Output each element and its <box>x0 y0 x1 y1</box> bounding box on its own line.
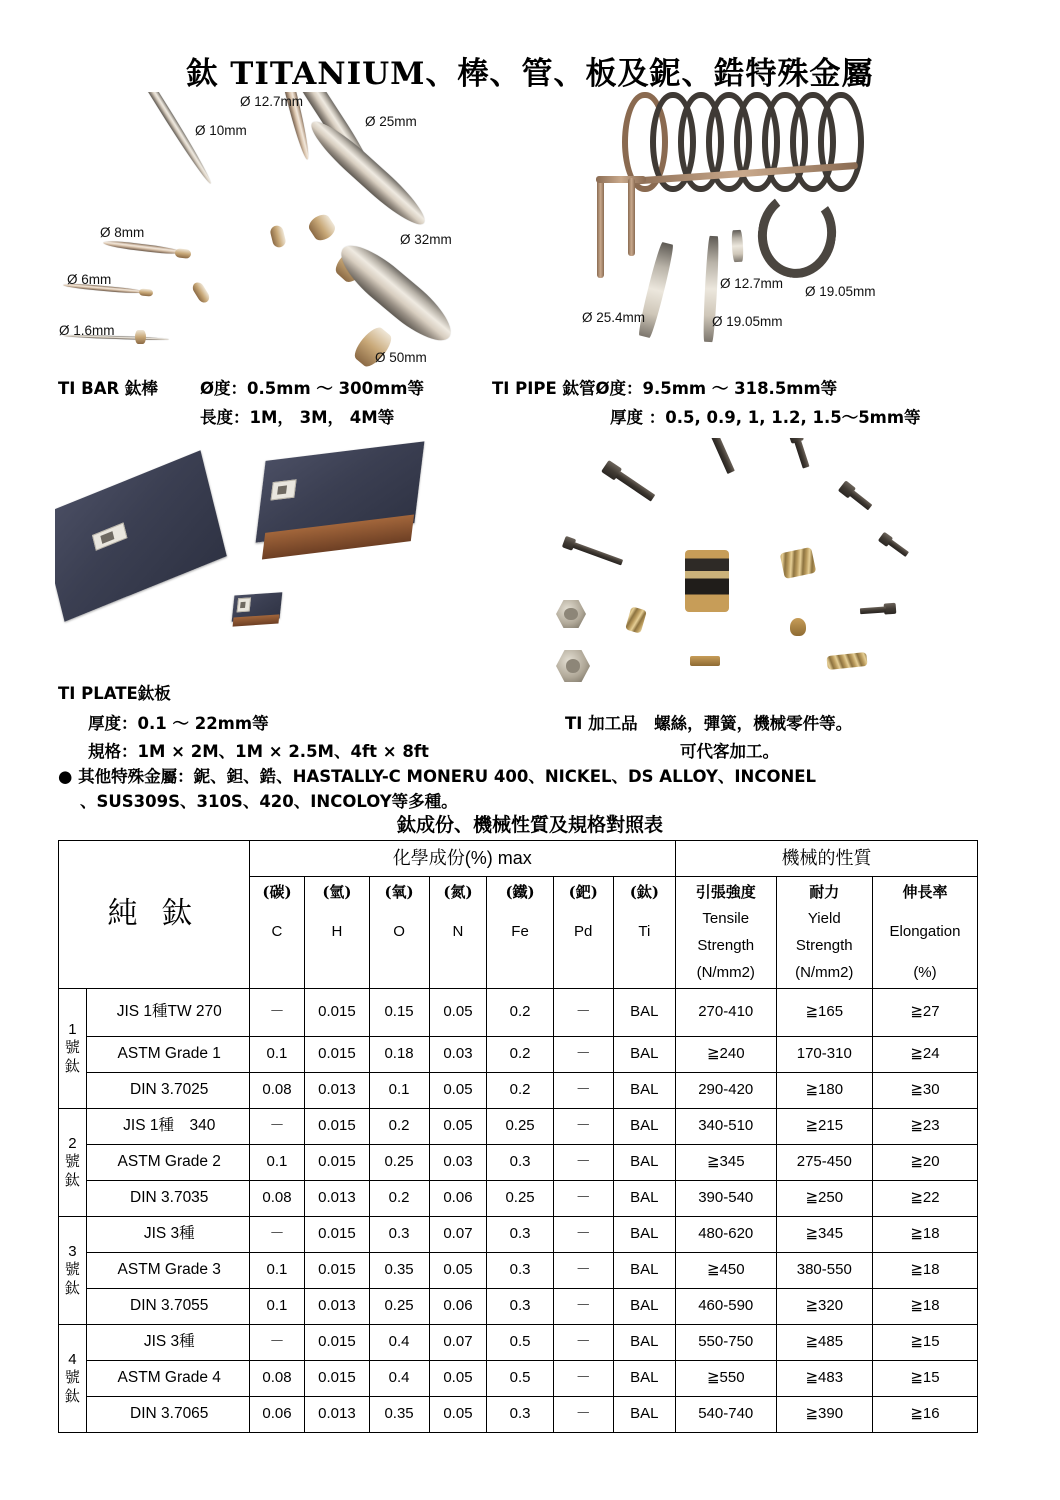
bar-tip-10mm <box>191 280 212 304</box>
nut-1 <box>556 600 586 628</box>
plate-thin-tag <box>92 522 127 550</box>
value-Ti: BAL <box>613 1289 675 1325</box>
value-H: 0.015 <box>305 1037 369 1073</box>
value-Fe: 0.3 <box>487 1253 553 1289</box>
value-Ti: BAL <box>613 1073 675 1109</box>
value-tensile-strength: 460-590 <box>675 1289 776 1325</box>
value-C: 0.06 <box>249 1397 305 1433</box>
small-part-2 <box>690 656 720 666</box>
value-C: 0.1 <box>249 1145 305 1181</box>
value-Fe: 0.3 <box>487 1397 553 1433</box>
value-C: － <box>249 1325 305 1361</box>
value-C: － <box>249 1109 305 1145</box>
table-row <box>59 1217 978 1253</box>
pipe-label-19-05mm-bend: Ø 19.05mm <box>805 284 876 299</box>
plate-small-tag <box>237 597 251 612</box>
value-N: 0.06 <box>429 1181 487 1217</box>
value-H: 0.015 <box>305 1361 369 1397</box>
value-O: 0.2 <box>369 1109 429 1145</box>
titanium-spec-table <box>58 840 978 1433</box>
value-C: 0.1 <box>249 1037 305 1073</box>
header-yield-cjk: 耐力 <box>809 882 840 901</box>
value-Fe: 0.2 <box>487 1037 553 1073</box>
spring-3 <box>625 606 647 633</box>
bar-rod-8mm <box>103 239 181 255</box>
value-N: 0.05 <box>429 989 487 1037</box>
ti-pipe-title: TI PIPE 鈦管Ø度：9.5mm ～ 318.5mm等 <box>492 379 838 398</box>
bar-label-6mm: Ø 6mm <box>67 272 112 287</box>
value-N: 0.03 <box>429 1145 487 1181</box>
standard-name: ASTM Grade 2 <box>86 1145 249 1181</box>
value-H: 0.015 <box>305 1325 369 1361</box>
value-Ti: BAL <box>613 1253 675 1289</box>
value-C: 0.08 <box>249 1181 305 1217</box>
titanium-plate-photo <box>55 432 535 682</box>
bolt-7 <box>860 603 897 616</box>
value-Ti: BAL <box>613 1361 675 1397</box>
value-Pd: － <box>553 1325 613 1361</box>
header-col-O <box>369 877 429 989</box>
value-yield-strength: ≧165 <box>776 989 872 1037</box>
value-H: 0.013 <box>305 1181 369 1217</box>
header-col-Ti-cjk: (鈦) <box>629 882 659 901</box>
table-row <box>59 1289 978 1325</box>
value-Pd: － <box>553 1217 613 1253</box>
value-yield-strength: ≧320 <box>776 1289 872 1325</box>
value-Fe: 0.25 <box>487 1181 553 1217</box>
value-yield-strength: ≧485 <box>776 1325 872 1361</box>
value-Ti: BAL <box>613 1397 675 1433</box>
value-elongation: ≧23 <box>872 1109 977 1145</box>
group-label-1: 1 號 鈦 <box>59 989 87 1109</box>
table-group-header-row <box>59 841 978 877</box>
header-col-C-cjk: (碳) <box>262 882 292 901</box>
value-Ti: BAL <box>613 1037 675 1073</box>
value-elongation: ≧22 <box>872 1181 977 1217</box>
table-row <box>59 989 978 1037</box>
header-col-Pd-sym: Pd <box>574 923 593 941</box>
value-O: 0.35 <box>369 1397 429 1433</box>
value-tensile-strength: ≧550 <box>675 1361 776 1397</box>
table-row <box>59 1181 978 1217</box>
value-elongation: ≧15 <box>872 1361 977 1397</box>
header-col-O-cjk: (氧) <box>384 882 414 901</box>
value-tensile-strength: 480-620 <box>675 1217 776 1253</box>
header-col-H <box>305 877 369 989</box>
value-Ti: BAL <box>613 1109 675 1145</box>
clamp-assembly <box>685 550 729 612</box>
value-Pd: － <box>553 1037 613 1073</box>
value-tensile-strength: 550-750 <box>675 1325 776 1361</box>
value-O: 0.25 <box>369 1145 429 1181</box>
bolt-3 <box>788 438 813 470</box>
group-label-2: 2 號 鈦 <box>59 1109 87 1217</box>
value-N: 0.07 <box>429 1217 487 1253</box>
header-tensile-cjk: 引張強度 <box>695 882 756 901</box>
standard-name: JIS 3種 <box>86 1325 249 1361</box>
bar-rod-50mm <box>331 234 461 352</box>
ti-bar-length: 長度：1M， 3M， 4M等 <box>200 408 395 427</box>
value-Ti: BAL <box>613 1325 675 1361</box>
bolt-2 <box>700 438 738 476</box>
value-Pd: － <box>553 1253 613 1289</box>
bolt-5 <box>878 532 910 560</box>
header-col-H-sym: H <box>331 923 343 941</box>
titanium-pipe-photo <box>560 92 1000 377</box>
value-Fe: 0.2 <box>487 989 553 1037</box>
coil-turn-8 <box>818 92 864 192</box>
coil-assembly <box>620 92 940 200</box>
value-Ti: BAL <box>613 989 675 1037</box>
standard-name: ASTM Grade 3 <box>86 1253 249 1289</box>
value-O: 0.4 <box>369 1361 429 1397</box>
small-part-1 <box>790 618 806 636</box>
value-C: 0.1 <box>249 1253 305 1289</box>
ti-bar-title: TI BAR 鈦棒 <box>58 379 158 398</box>
header-elongation-l2: Elongation <box>889 923 961 941</box>
header-chemical-composition: 化學成份(%) max <box>249 841 675 877</box>
header-tensile-l1: Tensile <box>702 909 750 927</box>
header-col-Fe-cjk: (鐵) <box>505 882 535 901</box>
bar-tip-25mm <box>306 211 338 244</box>
plate-thick-tag <box>271 479 297 500</box>
table-corner-label: 純 鈦 <box>59 841 250 989</box>
header-col-N-cjk: (氮) <box>443 882 473 901</box>
value-O: 0.3 <box>369 1217 429 1253</box>
value-Fe: 0.25 <box>487 1109 553 1145</box>
ti-bar-diameter: Ø度：0.5mm ～ 300mm等 <box>200 379 424 398</box>
bar-label-8mm: Ø 8mm <box>100 225 145 240</box>
value-N: 0.06 <box>429 1289 487 1325</box>
header-col-C-sym: C <box>271 923 283 941</box>
standard-name: JIS 3種 <box>86 1217 249 1253</box>
coil-leg-left <box>597 180 604 278</box>
value-yield-strength: ≧483 <box>776 1361 872 1397</box>
bar-tip-8mm <box>175 248 192 259</box>
value-Pd: － <box>553 989 613 1037</box>
spring-2 <box>826 652 867 670</box>
bar-tip-1-6mm <box>135 330 146 344</box>
standard-name: DIN 3.7025 <box>86 1073 249 1109</box>
value-Fe: 0.2 <box>487 1073 553 1109</box>
value-H: 0.015 <box>305 1109 369 1145</box>
pipe-label-19-05mm: Ø 19.05mm <box>712 314 783 329</box>
header-tensile-l2: Strength <box>697 936 755 954</box>
header-elongation-l3: (%) <box>913 964 937 982</box>
value-elongation: ≧18 <box>872 1289 977 1325</box>
header-col-Fe-sym: Fe <box>511 923 529 941</box>
header-col-H-cjk: (氫) <box>322 882 352 901</box>
value-Pd: － <box>553 1397 613 1433</box>
titanium-parts-photo <box>530 438 990 688</box>
bar-label-10mm: Ø 10mm <box>195 123 247 138</box>
value-Pd: － <box>553 1109 613 1145</box>
header-col-Ti-sym: Ti <box>638 923 651 941</box>
value-O: 0.4 <box>369 1325 429 1361</box>
header-col-N-sym: N <box>452 923 464 941</box>
ti-parts-note: 可代客加工。 <box>680 742 779 761</box>
value-tensile-strength: 270-410 <box>675 989 776 1037</box>
header-tensile-l3: (N/mm2) <box>696 964 755 982</box>
table-row <box>59 1145 978 1181</box>
value-elongation: ≧20 <box>872 1145 977 1181</box>
other-metals-line1: ● 其他特殊金屬：鈮、鉭、鋯、HASTALLY-C MONERU 400、NICKEL、DS ALLOY、INCONEL <box>58 767 817 786</box>
value-N: 0.05 <box>429 1109 487 1145</box>
value-H: 0.015 <box>305 1253 369 1289</box>
bar-tip-12-7mm <box>269 224 287 248</box>
value-O: 0.35 <box>369 1253 429 1289</box>
header-yield-l2: Strength <box>795 936 853 954</box>
value-Fe: 0.5 <box>487 1361 553 1397</box>
table-title: 鈦成份、機械性質及規格對照表 <box>396 814 663 836</box>
value-elongation: ≧18 <box>872 1217 977 1253</box>
ti-parts-title: TI 加工品 螺絲，彈簧，機械零件等。 <box>565 714 853 733</box>
value-N: 0.05 <box>429 1073 487 1109</box>
value-O: 0.1 <box>369 1073 429 1109</box>
coil-leg-left-top <box>596 176 646 183</box>
value-C: － <box>249 989 305 1037</box>
value-H: 0.013 <box>305 1073 369 1109</box>
group-label-4: 4 號 鈦 <box>59 1325 87 1433</box>
table-row <box>59 1325 978 1361</box>
value-yield-strength: ≧390 <box>776 1397 872 1433</box>
value-C: － <box>249 1217 305 1253</box>
value-Ti: BAL <box>613 1217 675 1253</box>
standard-name: DIN 3.7035 <box>86 1181 249 1217</box>
value-tensile-strength: 390-540 <box>675 1181 776 1217</box>
value-tensile-strength: ≧345 <box>675 1145 776 1181</box>
pipe-label-12-7mm: Ø 12.7mm <box>720 276 784 291</box>
spring-1 <box>780 547 817 579</box>
group-label-3: 3 號 鈦 <box>59 1217 87 1325</box>
header-col-tensile-strength <box>675 877 776 989</box>
value-H: 0.015 <box>305 1145 369 1181</box>
header-col-yield-strength <box>776 877 872 989</box>
header-col-C <box>249 877 305 989</box>
value-H: 0.013 <box>305 1397 369 1433</box>
bar-label-50mm: Ø 50mm <box>375 350 427 365</box>
value-N: 0.05 <box>429 1361 487 1397</box>
bar-tip-6mm <box>139 288 154 296</box>
value-tensile-strength: ≧450 <box>675 1253 776 1289</box>
value-tensile-strength: ≧240 <box>675 1037 776 1073</box>
ti-plate-title: TI PLATE鈦板 <box>58 684 171 703</box>
header-yield-l3: (N/mm2) <box>795 964 854 982</box>
value-elongation: ≧24 <box>872 1037 977 1073</box>
table-row <box>59 1073 978 1109</box>
value-yield-strength: ≧250 <box>776 1181 872 1217</box>
header-yield-l1: Yield <box>807 909 841 927</box>
value-O: 0.25 <box>369 1289 429 1325</box>
table-row <box>59 1397 978 1433</box>
standard-name: JIS 1種TW 270 <box>86 989 249 1037</box>
header-col-N <box>429 877 487 989</box>
header-col-Pd <box>553 877 613 989</box>
value-yield-strength: ≧345 <box>776 1217 872 1253</box>
bar-label-12-7mm: Ø 12.7mm <box>240 94 304 109</box>
value-elongation: ≧15 <box>872 1325 977 1361</box>
value-yield-strength: ≧180 <box>776 1073 872 1109</box>
standard-name: ASTM Grade 1 <box>86 1037 249 1073</box>
value-C: 0.08 <box>249 1361 305 1397</box>
value-Ti: BAL <box>613 1145 675 1181</box>
bar-label-1-6mm: Ø 1.6mm <box>59 323 115 338</box>
coil-leg-right <box>628 178 635 256</box>
value-Pd: － <box>553 1145 613 1181</box>
ti-pipe-thickness: 厚度 ：0.5, 0.9, 1, 1.2, 1.5～5mm等 <box>610 408 921 427</box>
table-row <box>59 1361 978 1397</box>
value-N: 0.05 <box>429 1397 487 1433</box>
table-row <box>59 1037 978 1073</box>
value-Ti: BAL <box>613 1181 675 1217</box>
value-Pd: － <box>553 1289 613 1325</box>
value-elongation: ≧18 <box>872 1253 977 1289</box>
value-Pd: － <box>553 1181 613 1217</box>
value-tensile-strength: 340-510 <box>675 1109 776 1145</box>
standard-name: ASTM Grade 4 <box>86 1361 249 1397</box>
value-yield-strength: 275-450 <box>776 1145 872 1181</box>
standard-name: DIN 3.7055 <box>86 1289 249 1325</box>
value-yield-strength: 380-550 <box>776 1253 872 1289</box>
header-col-Fe <box>487 877 553 989</box>
header-elongation-cjk: 伸長率 <box>902 882 948 901</box>
value-O: 0.2 <box>369 1181 429 1217</box>
bar-label-32mm: Ø 32mm <box>400 232 452 247</box>
table-row <box>59 1253 978 1289</box>
titanium-bar-photo <box>55 92 505 377</box>
value-O: 0.18 <box>369 1037 429 1073</box>
table-body <box>59 989 978 1433</box>
pipe-label-25-4mm: Ø 25.4mm <box>582 310 646 325</box>
value-elongation: ≧16 <box>872 1397 977 1433</box>
page-title: 鈦 TITANIUM、棒、管、板及鈮、鋯特殊金屬 <box>186 56 874 92</box>
value-yield-strength: ≧215 <box>776 1109 872 1145</box>
value-Fe: 0.5 <box>487 1325 553 1361</box>
value-Fe: 0.3 <box>487 1217 553 1253</box>
value-H: 0.015 <box>305 989 369 1037</box>
value-O: 0.15 <box>369 989 429 1037</box>
value-H: 0.013 <box>305 1289 369 1325</box>
value-yield-strength: 170-310 <box>776 1037 872 1073</box>
header-mechanical-properties: 機械的性質 <box>675 841 977 877</box>
bar-rod-10mm <box>96 92 215 186</box>
ti-plate-thickness: 厚度：0.1 ～ 22mm等 <box>88 714 269 733</box>
bolt-6 <box>562 536 624 568</box>
header-col-O-sym: O <box>393 923 405 941</box>
value-N: 0.03 <box>429 1037 487 1073</box>
standard-name: JIS 1種 340 <box>86 1109 249 1145</box>
plate-small-edge <box>233 614 280 626</box>
value-elongation: ≧27 <box>872 989 977 1037</box>
value-tensile-strength: 540-740 <box>675 1397 776 1433</box>
header-col-Ti <box>613 877 675 989</box>
value-N: 0.07 <box>429 1325 487 1361</box>
nut-2 <box>556 650 590 682</box>
other-metals-line2: 、SUS309S、310S、420、INCOLOY等多種。 <box>80 792 458 811</box>
ti-plate-size: 規格：1M × 2M、1M × 2.5M、4ft × 8ft <box>88 742 429 761</box>
value-N: 0.05 <box>429 1253 487 1289</box>
value-C: 0.08 <box>249 1073 305 1109</box>
value-Pd: － <box>553 1361 613 1397</box>
pipe-12-7mm <box>731 230 744 263</box>
header-col-elongation <box>872 877 977 989</box>
plate-thin <box>55 450 227 621</box>
value-H: 0.015 <box>305 1217 369 1253</box>
table-row <box>59 1109 978 1145</box>
value-Fe: 0.3 <box>487 1145 553 1181</box>
header-col-Pd-cjk: (鈀) <box>568 882 598 901</box>
bolt-4 <box>838 480 874 512</box>
bolt-1 <box>601 460 657 504</box>
value-Fe: 0.3 <box>487 1289 553 1325</box>
value-C: 0.1 <box>249 1289 305 1325</box>
standard-name: DIN 3.7065 <box>86 1397 249 1433</box>
value-elongation: ≧30 <box>872 1073 977 1109</box>
value-tensile-strength: 290-420 <box>675 1073 776 1109</box>
value-Pd: － <box>553 1073 613 1109</box>
bar-label-25mm: Ø 25mm <box>365 114 417 129</box>
